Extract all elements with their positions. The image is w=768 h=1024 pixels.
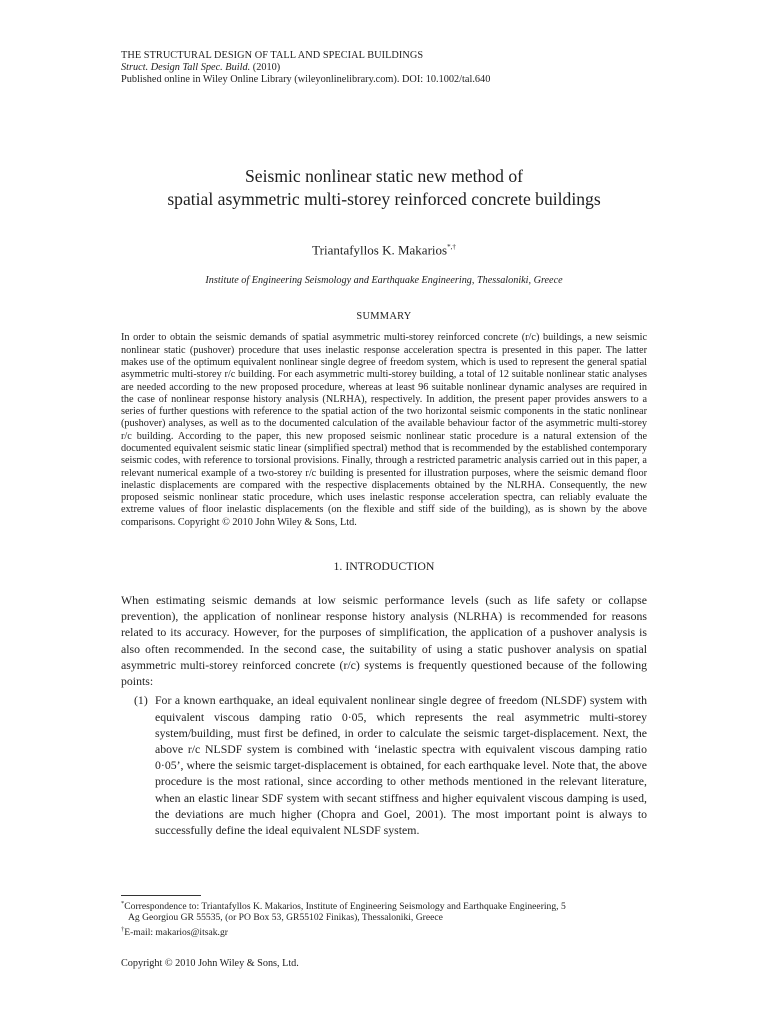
correspondence-footnote: [121, 898, 647, 912]
email-footnote: [121, 924, 647, 938]
correspondence-mark: *: [121, 900, 125, 907]
paper-page: [121, 50, 647, 838]
email-mark: †: [121, 925, 125, 933]
introduction-paragraph: When estimating seismic demands at low seismic performance levels (such as life safety or collapse prevention), the application of nonlinear response history analysis (NLRHA) is recommended for reasons related to its accuracy. However, for the purposes of simplification, the application of a pushover analysis is also often recommended. In the second case, the suitability of using a static pushover analysis on spatial asymmetric multi-storey reinforced concrete (r/c) systems is frequently questioned because of the following points:: [121, 593, 647, 689]
journal-year: (2010): [252, 62, 281, 73]
author-footnote-marks: *,†: [447, 243, 456, 251]
footnotes: [121, 898, 647, 938]
email-text: E-mail: makarios@itsak.gr: [124, 926, 228, 938]
footnote-divider: [121, 895, 201, 896]
introduction-heading: 1. INTRODUCTION: [333, 559, 435, 574]
summary-heading: SUMMARY: [356, 311, 412, 323]
list-item: [121, 692, 647, 838]
list-item-text: For a known earthquake, an ideal equivalent nonlinear single degree of freedom (NLSDF) system with equivalent viscous damping ratio 0·05, which represents the real asymmetric multi-storey system/building, must first be defined, in order to calculate the seismic target-displacement. Next, the above r/c NLSDF system is combined with ‘inelastic spectra with equivalent viscous damping ratio 0·05’, where the seismic target-displacement is obtained, for each earthquake level. Note that, the above procedure is the most rational, since according to other methods mentioned in the relevant literature, when an elastic linear SDF system with secant stiffness and higher equivalent viscous damping is used, the deviations are much higher (Chopra and Goel, 2001). The most important point is always to successfully define the ideal equivalent NLSDF system.: [155, 693, 647, 837]
summary-text: In order to obtain the seismic demands of spatial asymmetric multi-storey reinforced concrete (r/c) buildings, a new seismic nonlinear static (pushover) procedure that uses inelastic response acceleration spectra is presented in this paper. The latter makes use of the optimum equivalent nonlinear single degree of freedom system, which is used to represent the general spatial asymmetric multi-storey r/c building. For each asymmetric multi-storey building, a total of 12 suitable nonlinear static analyses are needed according to the new proposed procedure, whereas at least 96 suitable nonlinear dynamic analyses are required in the case of nonlinear response history analysis (NLRHA), respectively. In addition, the present paper provides answers to a series of further questions with reference to the spatial action of the two horizontal seismic components in the static nonlinear (pushover) analyses, as well as to the documented calculation of the available behaviour factor of the asymmetric multi-storey r/c building. According to the paper, this new proposed seismic nonlinear static procedure is a natural extension of the documented equivalent seismic static linear (simplified spectral) method that is recommended by the established contemporary seismic codes, with reference to torsional provisions. Finally, through a restricted parametric analysis carried out in this paper, a relevant numerical example of a two-storey r/c building is presented for illustration purposes, where the seismic demand floor inelastic displacements are compared with the respective displacements obtained by the NLRHA. Consequently, the new proposed seismic nonlinear static procedure, which uses inelastic response acceleration spectra, can reliably evaluate the extreme values of floor inelastic displacements (on the flexible and stiff side of the building), as is shown by the above comparisons. Copyright © 2010 John Wiley & Sons, Ltd.: [121, 332, 647, 528]
list-item-number: (1): [134, 693, 148, 708]
paper-title: [121, 165, 647, 211]
correspondence-footnote-continued: Ag Georgiou GR 55535, (or PO Box 53, GR55102 Finikas), Thessaloniki, Greece: [128, 912, 443, 924]
publication-info: Published online in Wiley Online Library (wileyonlinelibrary.com). DOI: 10.1002/tal.640: [121, 74, 491, 85]
affiliation: Institute of Engineering Seismology and Earthquake Engineering, Thessaloniki, Greece: [205, 275, 563, 287]
title-line-1: Seismic nonlinear static new method of: [244, 166, 523, 186]
title-line-2: spatial asymmetric multi-storey reinforced concrete buildings: [167, 189, 601, 209]
journal-short-citation: Struct. Design Tall Spec. Build.: [121, 62, 251, 73]
author: [121, 239, 647, 258]
author-name: Triantafyllos K. Makarios: [312, 242, 448, 258]
journal-name: THE STRUCTURAL DESIGN OF TALL AND SPECIAL BUILDINGS: [121, 50, 424, 61]
copyright-notice: Copyright © 2010 John Wiley & Sons, Ltd.: [121, 958, 299, 969]
journal-citation: [121, 62, 647, 74]
correspondence-line-1: Correspondence to: Triantafyllos K. Makarios, Institute of Engineering Seismology and Earthquake Engineering, 5: [124, 901, 566, 913]
